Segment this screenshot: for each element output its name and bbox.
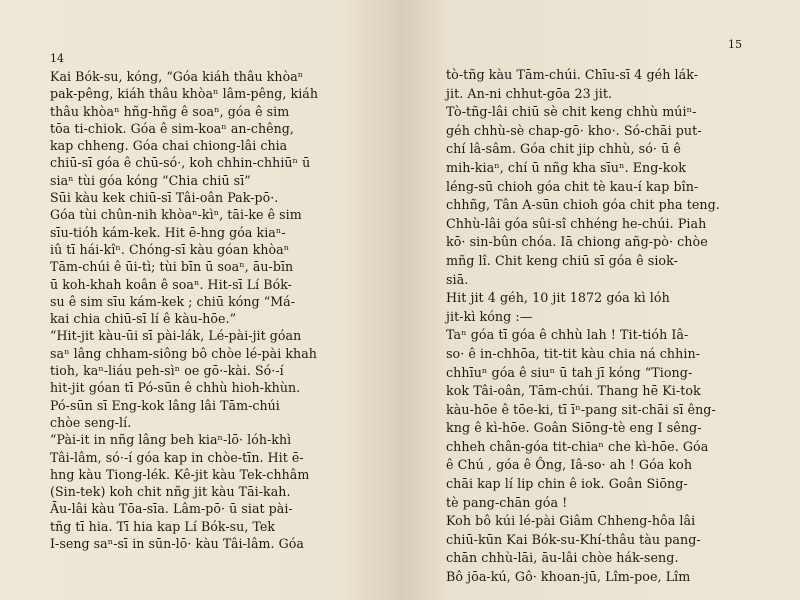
text-line: tè pang-chān góa ! [446, 494, 568, 510]
text-line: thâu khòaⁿ hñg-hñg ê soaⁿ, góa ê sim [50, 103, 290, 119]
text-line: kàu-hōe ê tōe-ki, tī īⁿ-pang sit-chāi sī êng- [446, 401, 716, 417]
text-line: tò-tñg kàu Tām-chúi. Chīu-sī 4 géh lák- [446, 67, 699, 82]
text-line: siā. [446, 271, 469, 287]
text-line: chheh chân-góa tit-chiaⁿ che kì-hōe. Góa [446, 438, 709, 454]
text-line: su ê sim sīu kám-kek ; chiū kóng “Má- [50, 293, 296, 309]
text-line: Taⁿ góa tī góa ê chhù lah ! Tit-tióh Iâ- [446, 327, 689, 343]
page-number: 15 [728, 38, 742, 51]
text-line: ê Chú , góa ê Ông, Iâ-so· ah ! Góa koh [446, 457, 693, 473]
text-line: Tâi-lâm, só·-í góa kap in chòe-tīn. Hit ē- [50, 449, 304, 465]
text-line: kō· sin-bûn chóa. Iā chiong añg-pò· chòe [446, 234, 708, 250]
page-text [50, 68, 378, 552]
text-line: I-seng saⁿ-sī in sūn-lō· kàu Tâi-lâm. Góa [50, 536, 304, 552]
text-line: “Pài-it in nñg lâng beh kiaⁿ-lō· lóh-khì [50, 432, 292, 448]
text-line: “Hit-jit kàu-ūi sī pài-lák, Lé-pài-jit góan [50, 328, 302, 344]
text-line: iû tī hái-kîⁿ. Chóng-sī kàu góan khòaⁿ [50, 241, 290, 257]
text-line: Hit jit 4 géh, 10 jit 1872 góa kì lóh [446, 290, 670, 306]
text-line: mih-kiaⁿ, chí ū nñg kha sīuⁿ. Eng-kok [446, 159, 686, 175]
text-line: siaⁿ tùi góa kóng “Chia chiū sī” [50, 172, 251, 188]
text-line: hng kàu Tiong-lék. Kê-jit kàu Tek-chhâm [50, 466, 310, 482]
text-line: chān chhù-lāi, āu-lâi chòe hák-seng. [446, 550, 679, 566]
text-line: kok Tâi-oân, Tām-chúi. Thang hē Ki-tok [446, 383, 701, 399]
text-line: chhīuⁿ góa ê siuⁿ ū tah jī kóng “Tiong- [446, 364, 693, 380]
text-line: kap chheng. Góa chai chiong-lâi chia [50, 138, 288, 154]
text-line: chiū-sī góa ê chū-só·, koh chhin-chhiūⁿ ū [50, 155, 311, 171]
page-text [446, 66, 782, 587]
text-line: so· ê in-chhōa, tit-tit kàu chia ná chhin- [446, 345, 701, 361]
text-line: chāi kap lí lip chin ê iok. Goân Siōng- [446, 476, 688, 492]
text-line: Kai Bók-su, kóng, “Góa kiáh thâu khòaⁿ [50, 69, 304, 84]
text-line: Bô jōa-kú, Gô· khoan-jū, Lîm-poe, Lîm [446, 569, 691, 585]
text-line: kng ê kì-hōe. Goân Siōng-tè eng I sêng- [446, 420, 702, 436]
text-line: (Sin-tek) koh chit nñg jit kàu Tāi-kah. [50, 484, 291, 500]
text-line: mñg lî. Chit keng chiū sī góa ê siok- [446, 252, 678, 268]
text-line: saⁿ lâng chham-siông bô chòe lé-pài khah [50, 345, 317, 361]
text-line: chiū-kūn Kai Bók-su-Khí-thâu tàu pang- [446, 531, 701, 547]
text-line: Sūi kàu kek chiū-sī Tâi-oân Pak-pō·. [50, 190, 279, 206]
text-line: tñg tī hia. Tī hia kap Lí Bók-su, Tek [50, 518, 276, 534]
text-line: chòe seng-lí. [50, 414, 132, 430]
text-line: sīu-tióh kám-kek. Hit ē-hng góa kiaⁿ- [50, 224, 286, 240]
text-line: Góa tùi chûn-nih khòaⁿ-kìⁿ, tāi-ke ê sim [50, 207, 302, 223]
text-line: Koh bô kúi lé-pài Giâm Chheng-hôa lâi [446, 513, 696, 529]
text-line: jit-kì kóng :— [446, 308, 533, 324]
text-line: Āu-lâi kàu Tōa-sīa. Lâm-pō· ū siat pài- [50, 501, 293, 517]
text-line: Chhù-lâi góa sûi-sî chhéng he-chúi. Piah [446, 215, 707, 231]
text-line: Tām-chúi ê ūi-tì; tùi bīn ū soaⁿ, āu-bīn [50, 259, 294, 275]
text-line: pak-pêng, kiáh thâu khòaⁿ lâm-pêng, kiáh [50, 86, 318, 102]
right-page [400, 0, 800, 600]
text-line: tōa ti-chiok. Góa ê sim-koaⁿ an-chêng, [50, 120, 294, 136]
text-line: géh chhù-sè chap-gō· kho·. Só-chāi put- [446, 122, 702, 138]
text-line: kai chia chiū-sī lí ê kàu-hōe.” [50, 311, 237, 327]
text-line: ū koh-khah koân ê soaⁿ. Hit-sī Lí Bók- [50, 276, 292, 292]
text-line: chhñg, Tân A-sūn chioh góa chit pha teng. [446, 197, 720, 213]
text-line: chí lâ-sâm. Góa chit jip chhù, só· ū ê [446, 141, 681, 157]
text-line: Tò-tñg-lâi chiū sè chit keng chhù múiⁿ- [446, 104, 697, 120]
text-line: tioh, kaⁿ-liáu peh-sìⁿ oe gō·-kài. Só·-í [50, 363, 284, 379]
text-line: hit-jit góan tī Pó-sūn ê chhù hioh-khùn. [50, 380, 301, 396]
text-line: Pó-sūn sī Eng-kok lâng lâi Tām-chúi [50, 397, 280, 413]
text-line: léng-sū chioh góa chit tè kau-í kap bîn- [446, 178, 699, 194]
text-line: jit. An-ni chhut-gōa 23 jit. [446, 85, 613, 101]
page-number: 14 [50, 52, 64, 65]
